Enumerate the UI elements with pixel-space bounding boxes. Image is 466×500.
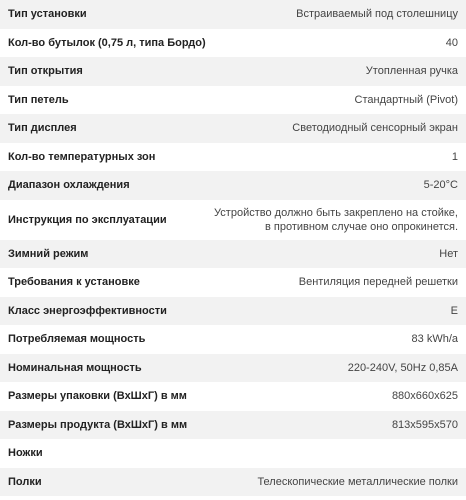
spec-value: 813x595x570 xyxy=(391,418,458,431)
spec-value: Устройство должно быть закреплено на стойке, в противном случае оно опрокинется. xyxy=(214,206,458,233)
spec-label: Тип установки xyxy=(8,8,87,21)
spec-row-cooling-range xyxy=(0,171,466,200)
spec-row-opening-type xyxy=(0,57,466,86)
spec-value: 83 kWh/a xyxy=(411,333,458,346)
spec-row-temperature-zones xyxy=(0,143,466,172)
spec-value: 5-20°C xyxy=(423,179,458,192)
spec-row-legs xyxy=(0,439,466,468)
spec-label: Тип петель xyxy=(8,93,69,106)
spec-value: 40 xyxy=(445,36,458,49)
spec-label: Требования к установке xyxy=(8,276,140,289)
spec-value: 220-240V, 50Hz 0,85A xyxy=(347,361,458,374)
spec-label: Размеры продукта (ВхШхГ) в мм xyxy=(8,418,188,431)
spec-label: Инструкция по эксплуатации xyxy=(8,213,167,226)
spec-label: Полки xyxy=(8,475,42,488)
spec-row-rated-power xyxy=(0,354,466,383)
spec-value: Нет xyxy=(439,247,458,260)
spec-value: 880x660x625 xyxy=(391,390,458,403)
spec-value: 1 xyxy=(451,150,458,163)
spec-row-energy-class xyxy=(0,297,466,326)
spec-label: Диапазон охлаждения xyxy=(8,179,130,192)
spec-row-product-dimensions xyxy=(0,411,466,440)
spec-value: Светодиодный сенсорный экран xyxy=(292,122,458,135)
spec-value: Телескопические металлические полки xyxy=(257,475,458,488)
spec-row-installation-requirements xyxy=(0,268,466,297)
spec-label: Кол-во бутылок (0,75 л, типа Бордо) xyxy=(8,36,206,49)
spec-row-bottle-count xyxy=(0,29,466,58)
spec-value: Утопленная ручка xyxy=(365,65,458,78)
spec-label: Ножки xyxy=(8,447,43,460)
spec-row-shelves xyxy=(0,468,466,497)
spec-label: Тип дисплея xyxy=(8,122,77,135)
spec-value: Вентиляция передней решетки xyxy=(298,276,458,289)
spec-label: Класс энергоэффективности xyxy=(8,304,167,317)
spec-row-operating-instructions xyxy=(0,200,466,240)
spec-row-power-consumption xyxy=(0,325,466,354)
spec-row-package-dimensions xyxy=(0,382,466,411)
spec-label: Номинальная мощность xyxy=(8,361,142,374)
spec-row-winter-mode xyxy=(0,240,466,269)
spec-label: Размеры упаковки (ВхШхГ) в мм xyxy=(8,390,187,403)
spec-row-hinge-type xyxy=(0,86,466,115)
spec-label: Потребляемая мощность xyxy=(8,333,146,346)
spec-value: Встраиваемый под столешницу xyxy=(296,8,458,21)
spec-row-display-type xyxy=(0,114,466,143)
spec-value: Стандартный (Pivot) xyxy=(354,93,458,106)
spec-value: E xyxy=(450,304,458,317)
spec-label: Зимний режим xyxy=(8,247,89,260)
spec-label: Кол-во температурных зон xyxy=(8,150,156,163)
spec-row-installation-type xyxy=(0,0,466,29)
spec-label: Тип открытия xyxy=(8,65,83,78)
